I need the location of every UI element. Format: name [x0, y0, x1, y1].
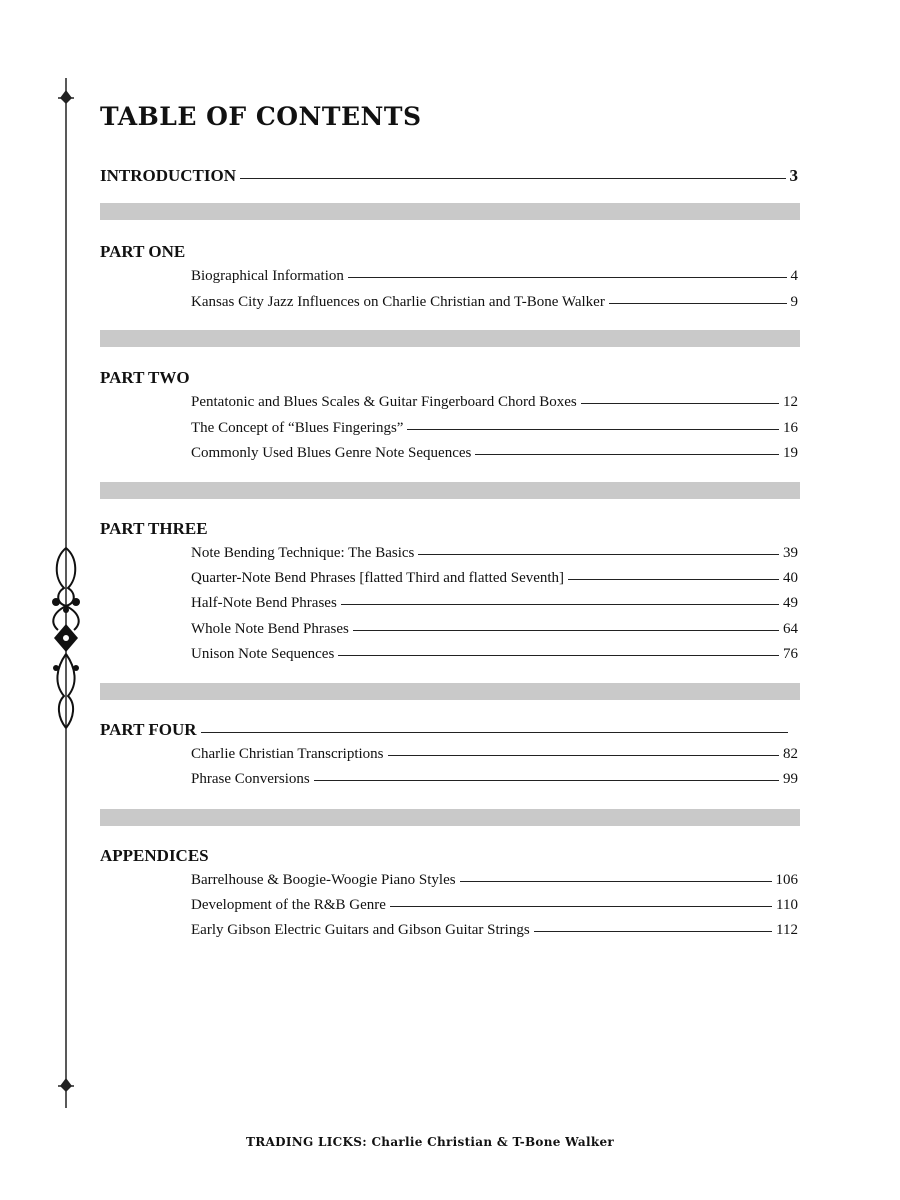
toc-entry-label: Whole Note Bend Phrases: [191, 621, 349, 637]
toc-entry-label: Early Gibson Electric Guitars and Gibson Guitar Strings: [191, 922, 530, 938]
dot-leader: [475, 454, 779, 455]
section-heading-part-four: [100, 720, 792, 740]
toc-entry: [191, 394, 798, 411]
footer-book-title: TRADING LICKS:: [246, 1135, 367, 1149]
toc-page-number: 49: [783, 595, 798, 611]
toc-entry-label: Kansas City Jazz Influences on Charlie Christian and T-Bone Walker: [191, 294, 605, 310]
toc-entry: [191, 922, 798, 939]
toc-page-number: 3: [789, 166, 798, 185]
dot-leader: [581, 403, 779, 404]
page-title: TABLE OF CONTENTS: [100, 102, 422, 131]
toc-entry: [191, 570, 798, 587]
toc-entry-label: The Concept of “Blues Fingerings”: [191, 420, 404, 436]
toc-entry-label: Barrelhouse & Boogie-Woogie Piano Styles: [191, 872, 456, 888]
toc-entry: [191, 545, 798, 562]
toc-entry-label: Charlie Christian Transcriptions: [191, 746, 384, 762]
toc-entry-label: Unison Note Sequences: [191, 646, 335, 662]
toc-entry-label: Phrase Conversions: [191, 771, 310, 787]
toc-page-number: 106: [775, 872, 798, 888]
toc-page-number: 112: [776, 922, 798, 938]
toc-entry-label: Quarter-Note Bend Phrases [flatted Third and flatted Seventh]: [191, 570, 565, 586]
dot-leader: [338, 655, 779, 656]
section-divider-bar: [100, 482, 800, 499]
section-heading-part-three: PART THREE: [100, 519, 208, 538]
toc-page-number: 19: [783, 445, 798, 461]
toc-entry: [191, 445, 798, 462]
toc-entry: [191, 746, 798, 763]
toc-entry-label: Development of the R&B Genre: [191, 897, 386, 913]
toc-entry-introduction: [100, 166, 798, 186]
toc-entry: [191, 872, 798, 889]
dot-leader: [388, 755, 780, 756]
dot-leader: [341, 604, 779, 605]
toc-entry: [191, 771, 798, 788]
toc-entry-label: Pentatonic and Blues Scales & Guitar Fingerboard Chord Boxes: [191, 394, 577, 410]
dot-leader: [390, 906, 772, 907]
section-heading-part-two: PART TWO: [100, 368, 190, 387]
toc-entry: [191, 897, 798, 914]
toc-page-number: 110: [776, 897, 798, 913]
toc-page-number: 64: [783, 621, 798, 637]
toc-entry: [191, 294, 798, 311]
toc-entry-label: Half-Note Bend Phrases: [191, 595, 337, 611]
toc-page-number: 9: [790, 294, 798, 310]
toc-entry: [191, 595, 798, 612]
toc-entry-label: Biographical Information: [191, 268, 344, 284]
decorative-border-ornament: [44, 78, 88, 1108]
section-divider-bar: [100, 330, 800, 347]
footer-subtitle: Charlie Christian & T-Bone Walker: [371, 1135, 615, 1149]
toc-entry-label: INTRODUCTION: [100, 166, 237, 185]
toc-entry-label: Note Bending Technique: The Basics: [191, 545, 415, 561]
toc-page-number: 4: [790, 268, 798, 284]
dot-leader: [314, 780, 779, 781]
section-divider-bar: [100, 809, 800, 826]
dot-leader: [418, 554, 779, 555]
dot-leader: [460, 881, 772, 882]
dot-leader: [609, 303, 787, 304]
dot-leader: [353, 630, 779, 631]
section-heading-label: PART FOUR: [100, 720, 197, 739]
toc-page-number: 99: [783, 771, 798, 787]
dot-leader: [534, 931, 772, 932]
dot-leader: [568, 579, 779, 580]
toc-entry: [191, 420, 798, 437]
section-divider-bar: [100, 683, 800, 700]
toc-page-number: 12: [783, 394, 798, 410]
toc-page-number: 40: [783, 570, 798, 586]
dot-leader: [240, 178, 785, 179]
toc-entry: [191, 646, 798, 663]
page-footer: [246, 1135, 614, 1149]
section-divider-bar: [100, 203, 800, 220]
dot-leader: [348, 277, 787, 278]
toc-entry: [191, 268, 798, 285]
toc-page-number: 76: [783, 646, 798, 662]
toc-page-number: 39: [783, 545, 798, 561]
dot-leader: [407, 429, 779, 430]
section-heading-part-one: PART ONE: [100, 242, 186, 261]
section-heading-appendices: APPENDICES: [100, 846, 209, 865]
toc-page-number: 82: [783, 746, 798, 762]
heading-rule: [201, 732, 788, 733]
toc-page-number: 16: [783, 420, 798, 436]
toc-entry: [191, 621, 798, 638]
toc-entry-label: Commonly Used Blues Genre Note Sequences: [191, 445, 472, 461]
